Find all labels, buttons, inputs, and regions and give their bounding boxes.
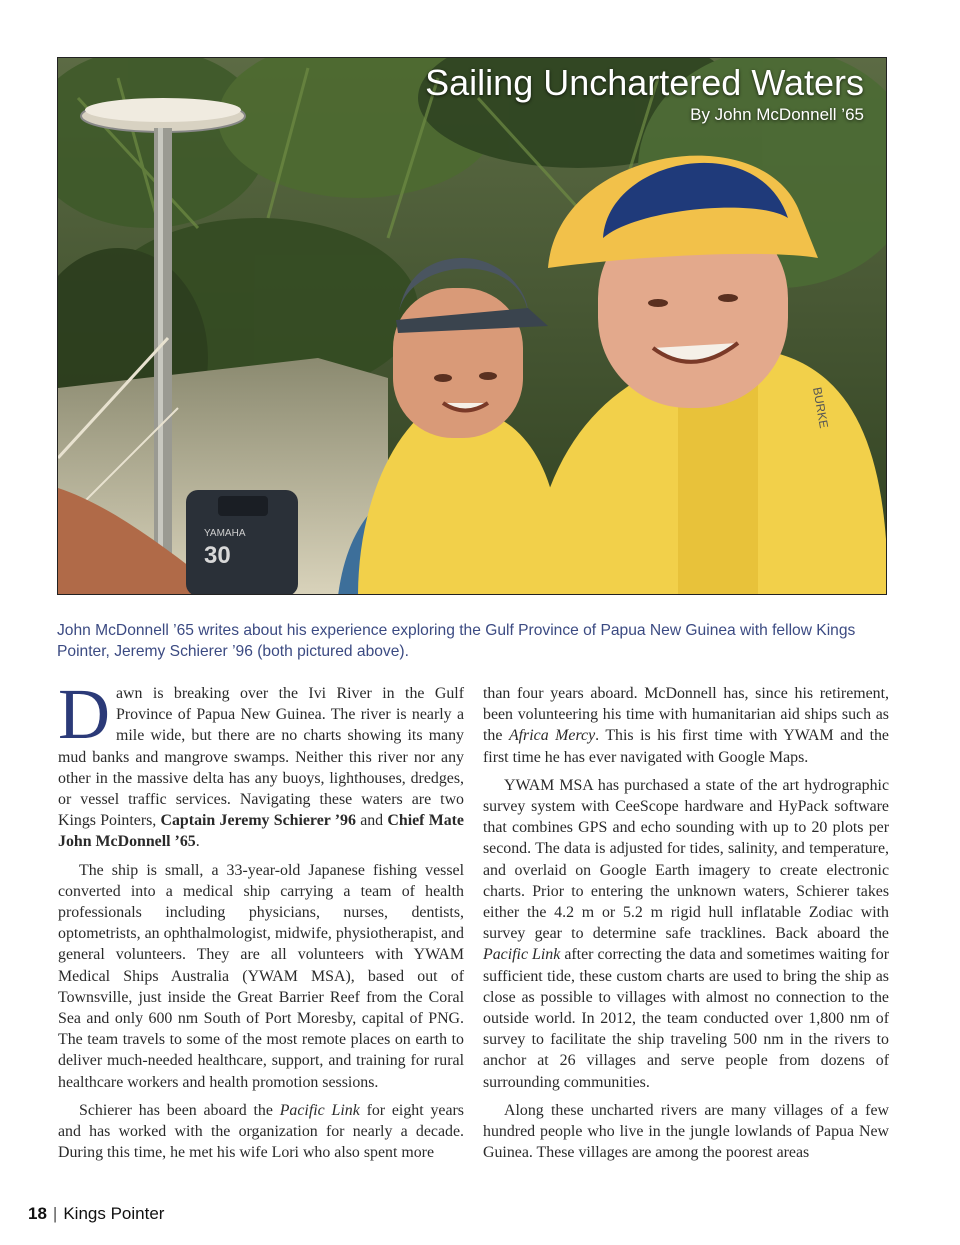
ship-name: Pacific Link bbox=[279, 1101, 360, 1119]
photo-caption: John McDonnell ’65 writes about his experience exploring the Gulf Province of Papua New Guinea with fellow Kings Pointer, Jeremy Schierer ’96 (both pictured above). bbox=[57, 622, 856, 660]
name-schierer: Captain Jeremy Schierer ’96 bbox=[160, 812, 356, 830]
svg-text:YAMAHA: YAMAHA bbox=[204, 528, 246, 539]
ship-name: Africa Mercy bbox=[508, 727, 596, 745]
article-column-left bbox=[58, 674, 464, 1170]
footer-separator: | bbox=[52, 1204, 58, 1223]
page-footer bbox=[28, 1204, 164, 1224]
drop-cap: D bbox=[58, 674, 110, 754]
publication-name: Kings Pointer bbox=[63, 1204, 165, 1223]
paragraph-5: YWAM MSA has purchased a state of the art hydrographic survey system with CeeScope hardware and HyPack software that combines GPS and echo sounding with up to 20 plots per second. The data is adjusted for tides, salinity, and temperature, and overlaid on Google Earth imagery to create electronic charts. Prior to entering the unknown waters, Schierer takes either the 4.2 m or 5.2 m rigid hull inflatable Zodiac with survey gear to determine safe tracklines. Back aboard the Pacific Link after correcting the data and sometimes waiting for sufficient tide, these custom charts are used to bring the ship as close as possible to villages with almost no connection to the outside world. In 2012, the team conducted over 1,800 nm of survey to facilitate the ship traveling 500 nm in the rivers to anchor at 26 villages and serve people from dozens of surrounding communities. bbox=[483, 776, 889, 1091]
river-boat-photo bbox=[58, 58, 887, 595]
outboard-engine bbox=[186, 490, 298, 595]
svg-text:30: 30 bbox=[204, 542, 231, 569]
paragraph-6: Along these uncharted rivers are many villages of a few hundred people who live in the jungle lowlands of Papua New Guinea. These villages are among the poorest areas bbox=[483, 1101, 889, 1162]
paragraph-1: Dawn is breaking over the Ivi River in the Gulf Province of Papua New Guinea. The river is nearly a mile wide, but there are no charts showing its many mud banks and mangrove swamps. Neither this river nor any other in the massive delta has any buoys, lighthouses, dredges, or vessel traffic services. Navigating these waters are two Kings Pointers, Captain Jeremy Schierer ’96 and Chief Mate John McDonnell ’65. bbox=[58, 674, 464, 851]
article-byline: By John McDonnell ’65 bbox=[690, 105, 864, 124]
article-title: Sailing Unchartered Waters bbox=[425, 62, 864, 103]
ship-name: Pacific Link bbox=[483, 946, 561, 964]
page-number: 18 bbox=[28, 1204, 47, 1223]
svg-text:BURKE: BURKE bbox=[810, 386, 832, 430]
article-title-block bbox=[425, 62, 864, 126]
article-photo bbox=[57, 57, 887, 595]
paragraph-3: Schierer has been aboard the Pacific Link for eight years and has worked with the organization for nearly a decade. During this time, he met his wife Lori who also spent more bbox=[58, 1101, 464, 1162]
name-mcdonnell: Chief Mate John McDonnell ’65 bbox=[58, 812, 464, 851]
paragraph-4: than four years aboard. McDonnell has, since his retirement, been volunteering his time with humanitarian aid ships such as the Africa Mercy. This is his first time with YWAM and the first time he has ever navigated with Google Maps. bbox=[483, 685, 889, 766]
paragraph-2: The ship is small, a 33-year-old Japanese fishing vessel converted into a medical ship carrying a team of health professionals including physicians, nurses, dentists, optometrists, an ophthalmologist, midwife, physiotherapist, and general volunteers. They are all volunteers with YWAM Medical Ships Australia (YWAM MSA), based out of Townsville, just inside the Great Barrier Reef from the Coral Sea and only 600 nm South of Port Moresby, capital of PNG. The team travels to some of the most remote places on earth to deliver much-needed healthcare, support, and training for rural healthcare workers and health promotion sessions. bbox=[58, 861, 464, 1091]
article-column-right bbox=[483, 683, 889, 1170]
